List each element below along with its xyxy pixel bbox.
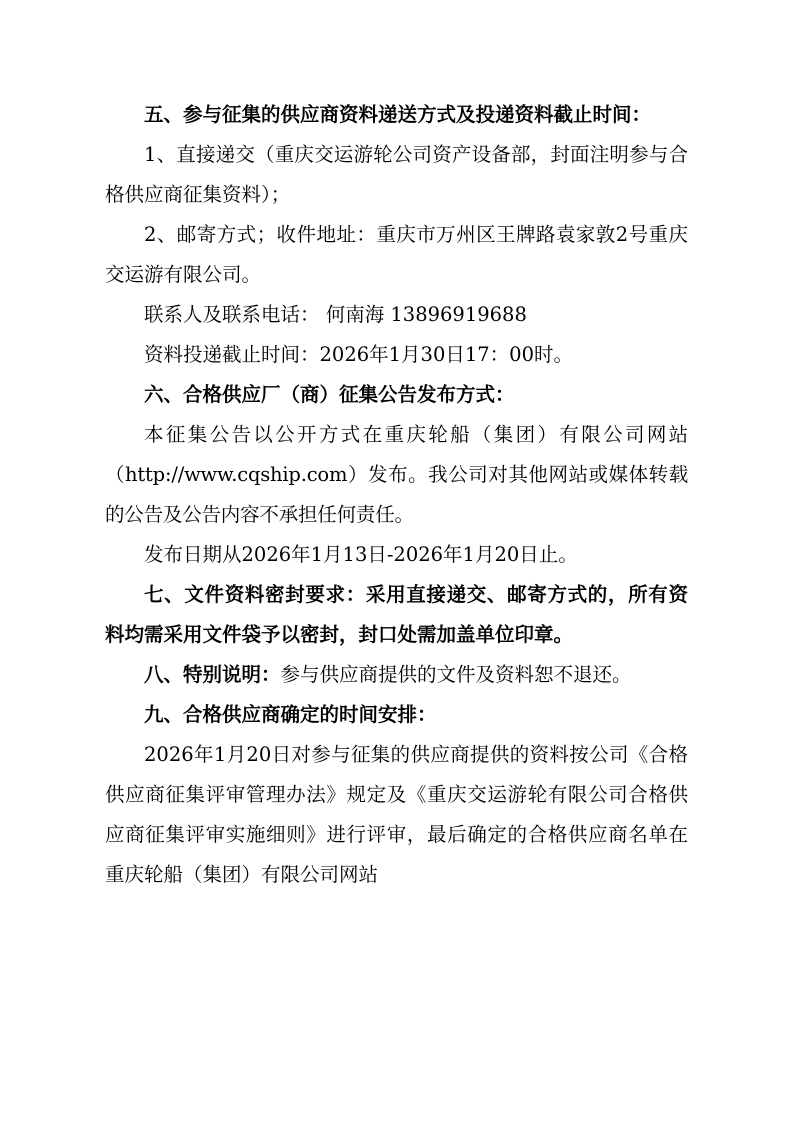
document-body	[105, 95, 688, 895]
publish-date-line: 发布日期从2026年1月13日-2026年1月20日止。	[144, 543, 578, 566]
contact-line: 联系人及联系电话： 何南海 13896919688	[144, 303, 527, 326]
section-8-label: 八、特别说明：	[144, 663, 281, 686]
section-8-heading	[105, 655, 688, 695]
section-9-body: 2026年1月20日对参与征集的供应商提供的资料按公司《合格供应商征集评审管理办法》规定及《重庆交运游轮有限公司合格供应商征集评审实施细则》进行评审，最后确定的合格供应商名单在重庆轮船（集团）有限公司网站	[105, 743, 688, 886]
section-8-text: 参与供应商提供的文件及资料恕不退还。	[280, 663, 632, 686]
deadline-line: 资料投递截止时间：2026年1月30日17：00时。	[144, 343, 573, 366]
section-6-body: 本征集公告以公开方式在重庆轮船（集团）有限公司网站（http://www.cqship.com）发布。我公司对其他网站或媒体转载的公告及公告内容不承担任何责任。	[105, 423, 688, 526]
section-5-item-2: 2、邮寄方式；收件地址：重庆市万州区王牌路袁家敦2号重庆交运游有限公司。	[105, 223, 688, 286]
section-9-heading: 九、合格供应商确定的时间安排：	[144, 703, 437, 726]
section-6-heading: 六、合格供应厂（商）征集公告发布方式：	[144, 383, 515, 406]
section-5-heading: 五、参与征集的供应商资料递送方式及投递资料截止时间：	[144, 103, 652, 126]
section-5-item-1: 1、直接递交（重庆交运游轮公司资产设备部，封面注明参与合格供应商征集资料）；	[105, 143, 688, 206]
section-7-heading: 七、文件资料密封要求：采用直接递交、邮寄方式的，所有资料均需采用文件袋予以密封，封口处需加盖单位印章。	[105, 583, 688, 646]
